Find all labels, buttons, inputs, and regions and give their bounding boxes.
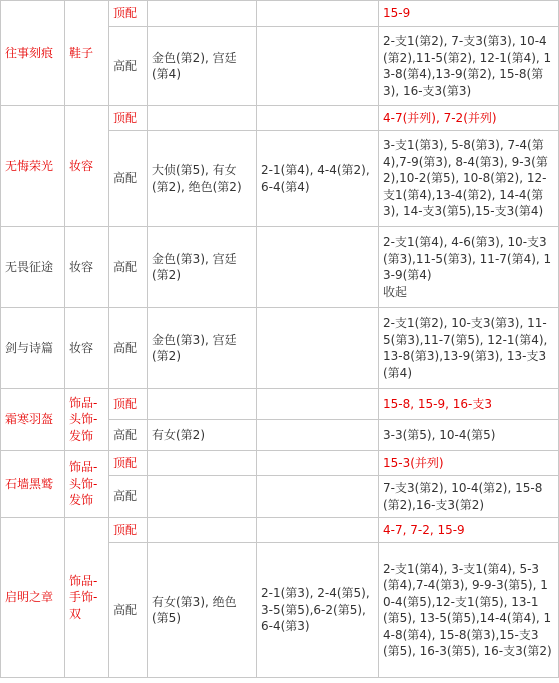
table-row — [1, 1, 559, 27]
cell-a — [148, 451, 257, 476]
cell-stages: 4-7(并列), 7-2(并列) — [379, 106, 559, 131]
item-category: 鞋子 — [65, 1, 109, 106]
tier-label: 高配 — [109, 420, 148, 451]
cell-stages: 15-8, 15-9, 16-支3 — [379, 389, 559, 420]
cell-stages: 15-9 — [379, 1, 559, 27]
table-row — [1, 227, 559, 308]
cell-b — [257, 451, 379, 476]
item-name: 启明之章 — [1, 518, 65, 678]
cell-a — [148, 518, 257, 543]
tier-label: 高配 — [109, 308, 148, 389]
cell-b — [257, 106, 379, 131]
cell-a — [148, 389, 257, 420]
tier-label: 顶配 — [109, 518, 148, 543]
cell-a: 金色(第3), 宫廷(第2) — [148, 227, 257, 308]
cell-stages: 7-支3(第2), 10-4(第2), 15-8(第2),16-支3(第2) — [379, 476, 559, 518]
cell-stages: 3-3(第5), 10-4(第5) — [379, 420, 559, 451]
tier-label: 高配 — [109, 27, 148, 106]
table-row — [1, 451, 559, 476]
item-name: 无畏征途 — [1, 227, 65, 308]
cell-stages: 4-7, 7-2, 15-9 — [379, 518, 559, 543]
cell-b: 2-1(第3), 2-4(第5), 3-5(第5),6-2(第5), 6-4(第3) — [257, 543, 379, 678]
cell-b — [257, 420, 379, 451]
cell-a: 大侦(第5), 有女(第2), 绝色(第2) — [148, 131, 257, 227]
item-category: 妆容 — [65, 106, 109, 227]
cell-b — [257, 308, 379, 389]
cell-a — [148, 1, 257, 27]
stages-text: 2-支1(第4), 4-6(第3), 10-支3(第3),11-5(第3), 11-7(第4), 13-9(第4) — [383, 235, 552, 282]
table-row — [1, 106, 559, 131]
tier-label: 高配 — [109, 543, 148, 678]
cell-stages — [379, 227, 559, 308]
item-name: 无悔荣光 — [1, 106, 65, 227]
tier-label: 顶配 — [109, 451, 148, 476]
tier-label: 高配 — [109, 476, 148, 518]
tier-label: 高配 — [109, 227, 148, 308]
tier-label: 顶配 — [109, 389, 148, 420]
cell-b — [257, 227, 379, 308]
cell-stages: 15-3(并列) — [379, 451, 559, 476]
cell-b — [257, 1, 379, 27]
table-row — [1, 518, 559, 543]
item-name: 往事刻痕 — [1, 1, 65, 106]
cell-b — [257, 27, 379, 106]
cell-a: 金色(第3), 宫廷(第2) — [148, 308, 257, 389]
item-name: 石墙黑鹫 — [1, 451, 65, 518]
item-name: 霜寒羽盔 — [1, 389, 65, 451]
tier-label: 高配 — [109, 131, 148, 227]
cell-b — [257, 389, 379, 420]
tier-label: 顶配 — [109, 106, 148, 131]
item-category: 饰品-手饰-双 — [65, 518, 109, 678]
tier-label: 顶配 — [109, 1, 148, 27]
cell-stages: 2-支1(第2), 10-支3(第3), 11-5(第3),11-7(第5), 12-1(第4), 13-8(第3),13-9(第3), 13-支3(第4) — [379, 308, 559, 389]
cell-stages: 2-支1(第2), 7-支3(第3), 10-4(第2),11-5(第2), 12-1(第4), 13-8(第4),13-9(第2), 15-8(第3), 16-支3(第3) — [379, 27, 559, 106]
cell-stages: 3-支1(第3), 5-8(第3), 7-4(第4),7-9(第3), 8-4(第3), 9-3(第2),10-2(第5), 10-8(第2), 12-支1(第4),13-4(第2), 14-4(第3), 14-支3(第5),15-支3(第4) — [379, 131, 559, 227]
cell-b — [257, 518, 379, 543]
collapse-link[interactable]: 收起 — [383, 284, 408, 299]
table-row — [1, 308, 559, 389]
cell-a: 有女(第2) — [148, 420, 257, 451]
item-category: 妆容 — [65, 227, 109, 308]
table-row — [1, 389, 559, 420]
item-category: 饰品-头饰-发饰 — [65, 451, 109, 518]
cell-a: 金色(第2), 宫廷(第4) — [148, 27, 257, 106]
cell-a — [148, 476, 257, 518]
item-category: 妆容 — [65, 308, 109, 389]
cell-b — [257, 476, 379, 518]
cell-stages: 2-支1(第4), 3-支1(第4), 5-3(第4),7-4(第3), 9-9-3(第5), 10-4(第5),12-支1(第5), 13-1(第5), 13-5(第5),14-4(第4), 14-8(第4), 15-8(第3),15-支3(第5), 16-3(第5), 16-支3(第2) — [379, 543, 559, 678]
cell-a: 有女(第3), 绝色(第5) — [148, 543, 257, 678]
item-category: 饰品-头饰-发饰 — [65, 389, 109, 451]
cell-b: 2-1(第4), 4-4(第2), 6-4(第4) — [257, 131, 379, 227]
cell-a — [148, 106, 257, 131]
item-name: 剑与诗篇 — [1, 308, 65, 389]
